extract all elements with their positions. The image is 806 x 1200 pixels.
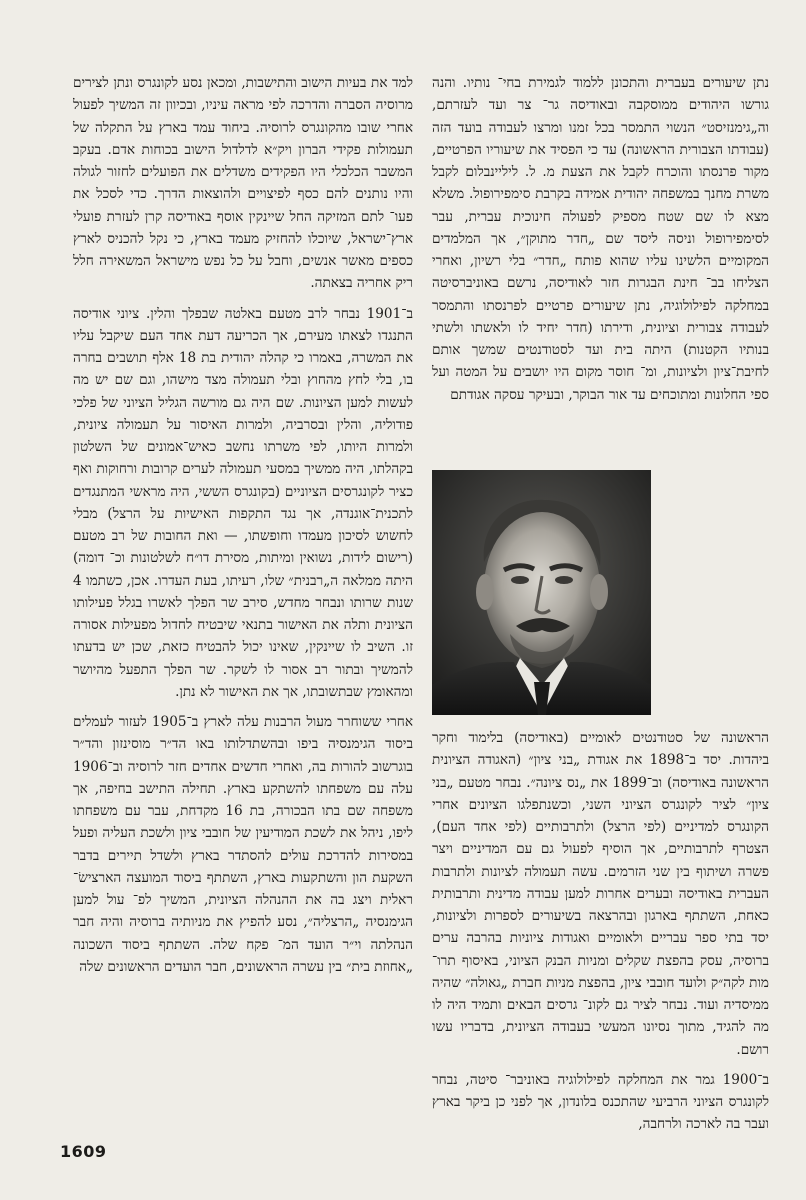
paragraph: הראשונה של סטודנטים לאומיים (באודיסה) בלימוד וחקר ביהדות. יסד ב־1898 את אגודת „בני ציון״ (האגודה הציונית הראשונה באודיסה) וב־1899 את „נס ציונה״. נבחר מטעם „בני ציון״ לציר לקונגרס הציוני השני, וכשנתפלגו הציונים אחרי הקונגרס למדיניים (לפי הרצל) ולתרבותיים (לפי אחד העם), הצטרף לתרבותיים, אך הוסיף לפעול גם עם המדיניים ויצר פשרה ושיתוף בין שני הזרמים. עשה תעמולה לציונות ולתרבות העברית באודיסה ובערים אחרות למען עבודה מדינית ותרבותית כאחת, השתתף בארגון ובהרצאה בשיעורים לספרות ולציונות, יסד בתי ספר עבריים ולאומיים ואגודות ציוניות בהרבה ערים ברוסיה, עסק בהפצת שקלים ומניות הבנק הציוני, באיסוף תרו־ מות לקה״ק ולועד חובבי ציון, בהפצת מניות חברת „גאולה״ שהיה ממיסדיה ועוד. נבחר לציר גם לקונ־ גרסים הבאים ותמיד היה לו מה להגיד, מתוך נסיונו המעשי בעבודה הציונית, בדבריו עשו רושם. bbox=[432, 730, 769, 1058]
paragraph: ב־1901 נבחר לרב מטעם באלטה שבפלך והלין. ציוני אודיסה התנגדו לצאתו מעירם, אך הכריעה דעת אחד העם שיקבל עליו את המשרה, באמרו כי קהלה יהודית בת 18 אלף תושבים בחרה בו, בלי לחץ מהחוץ ובלי תעמולה מצד מישהו, וגם שם יש מה לעשות למען הציונות. שם היה גם מורשה הגליל הציוני של פלכי פודוליה, והלין ובסרביה, ולמרות האיסור על תעמולה ציונית, ולמרות היותו, לפי משרתו נחשב כאיש־אמונים של השלטון בקהלתו, היה ממשיך במסעי תעמולה לערים קרובות ורחוקות ואף כציר לקונגרסים הציוניים (בקונגרס הששי, היה מראשי המתנגדים לתכנית־אוגנדה, אך נגד התקפות האישיות על הרצל) מבלי לחשוש לסיכון מעמדו וחופשתו, — ואת החובות של רב מטעם (רישום לידות, נשואין ומיתות, מסירת דו״ח לשלטונות וכ־ דומה) היתה ממלאה ה„רבנית״ שלו, רעיתו, בעת העדרו. אכן, כשתמו 4 שנות שרותו ונבחר מחדש, סירב שר הפלך לאשרו בגלל פעילותו הציונית ותלה את האישור בתנאי שיבטיח לחדול מפעילות אסורה זו. השיב לו שיינקין, שאינו יכול להבטיח כזאת, שכן יש בדעתו להמשיך ובתור רב אסור לו לשקר. שר הפלך התפעל מהיושר ומהאומץ שבתשובתו, אך את האישור לא נתן. bbox=[73, 305, 413, 700]
portrait-frame bbox=[432, 470, 769, 715]
paragraph: אחרי ששוחרר מעול הרבנות עלה לארץ ב־1905 לעזור לעמלים ביסוד הגימנסיה ביפו ובהשתדלותו באו הד״ר מוסינזון והד״ר בוגרשוב להורות בה, ואחרי חדשים אחדים חזר לרוסיה וב־1906 עלה עם משפחתו להשתקע בארץ. תחילה התישב בחיפה, אך משפחה שם בתו הבכורה, בת 16 מקדחת, עבר עם משפחתו ליפו, ניהל את לשכת המודיעין של חובבי ציון ולשכת העליה ופעל במסירות להדרכת עולים להסתדר בארץ ולשדל תיירים בדבר השקעת הון והשתקעות בארץ, השתתף ביסוד המועצה הארצישׂ־ ראלית ויצג בה את ההנהלה הציונית, המשיך לפ־ עול למען הגימנסיה „הרצליה״, נסע להפיץ את מניותיה ברוסיה והיה חבר הנהלתה וי״ר הועד המ־ פקח שלה. השתתף ביסוד השכונה „אחוזת בית״ בין עשרה הראשונים, חבר הועדים הראשונים שלה bbox=[73, 714, 413, 975]
right-column-bottom-text bbox=[432, 727, 769, 1167]
page-number: 1609 bbox=[60, 1142, 107, 1161]
paragraph: ב־1900 גמר את המחלקה לפילולוגיה באוניבר־ סיטה, נבחר לקונגרס הציוני הרביעי שהתכנס בלונדון, אך לפני כן ביקר בארץ ועבר בה לארכה ולרחבה, bbox=[432, 1071, 769, 1133]
portrait-illustration bbox=[432, 470, 651, 715]
right-column bbox=[432, 72, 769, 1172]
right-column-top-text: נתן שיעורים בעברית והתכונן ללמוד לגמירת בחי־ נותיו. והנה גורשו היהודים ממוסקבה ובאודיסה גר־ צר ועד לעזרתם, וה„גימנזיסט״ הנשוי התמסר בכל זמנו ומרצו לעבודה בועד הזה (עבודתו הצבורית הראשונה) עד כי הפסיד את שיעוריו הפרטיים, מקור פרנסתו והוכרח לקבל את הצעת מ. ל. ליליינבלום לקבל משרת מחנך במשפחה יהודית אמידה בקרבת סימפירופול. משלא מצא לו שם שטח מספיק לפעולה חינוכית עברית, עבר לסימפירופול וניסה ליסד שם „חדר מתוקן״, אך המלמדים המקומיים הלשינו עליו שהוא פותח „חדר״ בלי רשיון, ואחרי הצליחו בב־ חינת הבגרות חזר לאודיסה, נרשם באוניברסיטה במחלקה לפילולוגיה, נתן שיעורים פרטיים לפרנסתו והתמסר לעבודה צבורית וציונית, ודירתו (חדר יחיד לו ולאשתו ולשתי בנותיו הקטנות) היתה בית ועד לסטודנטים שמשך אותם לחיבת־ציון ולציונות, ומ־ חוסר מקום היו יושבים על המטה ועל ספי החלונות ומתוכחים עד אור הבוקר, ובעיקר עסקה אגודתם bbox=[432, 75, 769, 403]
paragraph: למד את בעיות הישוב והתישבות, ומכאן נסע לקונגרס ונתן לצירים מרוסיה הסברה והדרכה לפי מראה עיניו, ובכיוון זה המשיך לפעול אחרי שובו מהקונגרס לרוסיה. ביחוד עמד בארץ על התקלה של תעמולות פקידי הברון ויק״א לדלדול הישוב בכוחות אדם. בעקב המשבר הכלכלי היו הפקידים משדלים את הפועלים לחזור לגולה והיו נותנים להם כסף לפיצויים ולהוצאות הדרך. כדי לסכל את פעו־ לתם המזיקה החל שיינקין אוסף באודיסה קרן לעזרת פועלי ארץ־ישראל, שיוכלו להחזיק מעמד בארץ, כי נקל להכניס לארץ כספים מאשר אנשים, וחבל על כל נפש מישראל המשאירה חלל ריק אחריה בצאתה. bbox=[73, 75, 413, 292]
left-column bbox=[73, 72, 413, 1172]
portrait-photo bbox=[432, 470, 651, 715]
